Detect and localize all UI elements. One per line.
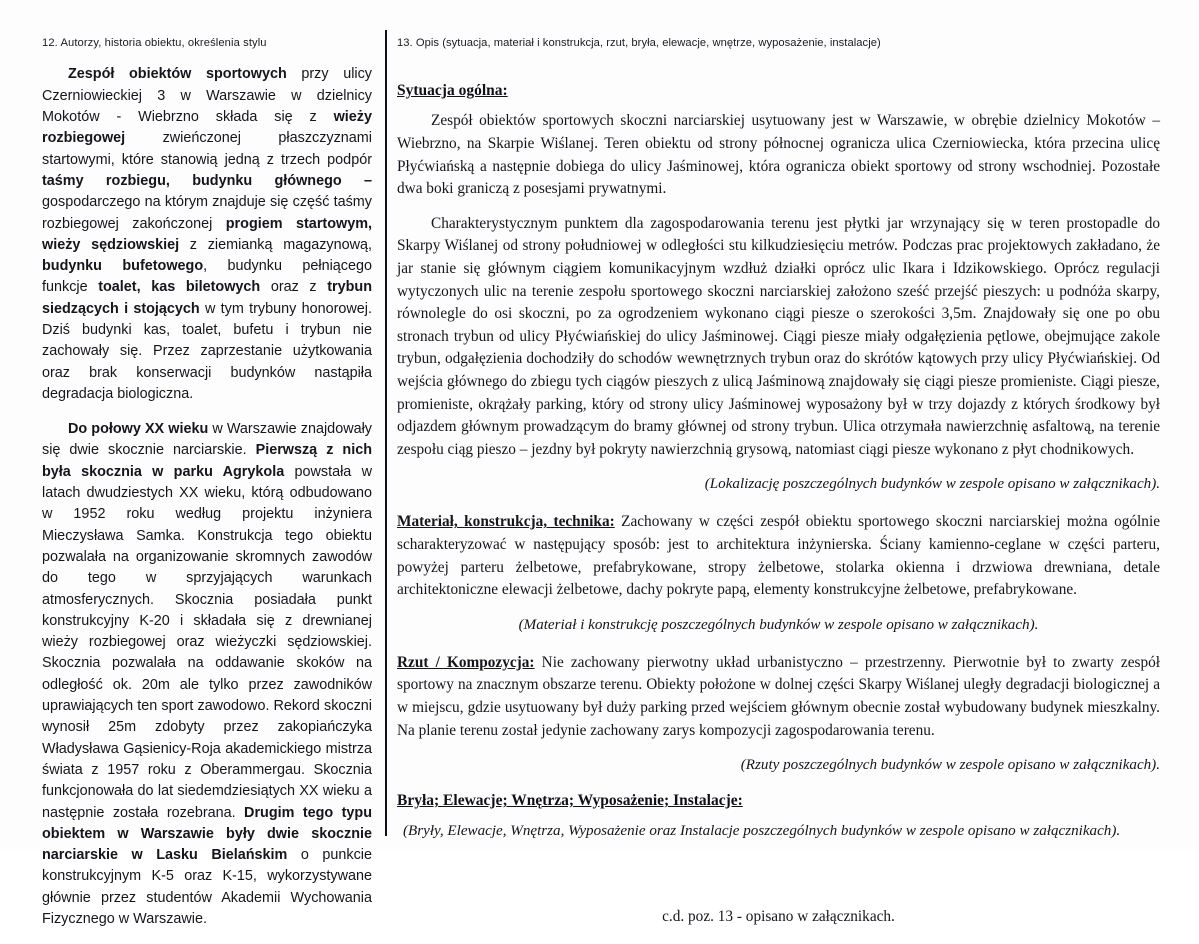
vertical-spacer	[397, 858, 1160, 906]
note-material-attachments: (Materiał i konstrukcję poszczególnych budynków w zespole opisano w załącznikach).	[518, 616, 1039, 633]
text-run: w Warszawie znajdowały się dwie skocznie narciarskie.	[42, 421, 372, 459]
emphasis-run: Pierwszą z nich była skocznia w parku Agrykola	[42, 442, 372, 480]
right-column	[397, 37, 1160, 928]
emphasis-run: budynku bufetowego	[42, 258, 204, 275]
paragraph-situation-terrain: Charakterystycznym punktem dla zagospodarowania terenu jest płytki jar wrzynający się w teren prostopadle do Skarpy Wiślanej od strony południowej w odległości stu kilkudziesięciu metrów. Podczas prac projektowych zakładano, że jar stanie się głównym ciągiem komunikacyjnym wzdłuż działki oprócz ulic Ikara i Idzikowskiego. Oprócz regulacji wytyczonych ulic na terenie zespołu sportowego skoczni narciarskiej założono sześć przejść pieszych: u podnóża skarpy, równolegle do osi skoczni, po za ogrodzeniem wykonano ciągi piesze o szerokości 3,5m. Znajdowały się one po obu stronach trybun od ulicy Płyćwiańskiej do ulicy Jaśminowej. Ciągi piesze miały odgałęzienia pętlowe, obejmujące zakole trybun, odgałęzienia dochodziły do schodów wewnętrznych trybun oraz do skrótów kątowych przy ulicy Płyćwiańskiej. Od wejścia głównego do zbiegu tych ciągów pieszych z ulicą Jaśminową znajdowały się ciągi piesze promieniste. Ciągi piesze, promieniste, okrążały parking, który od strony ulicy Jaśminowej wyposażony był w trzy dojazdy z których środkowy był odjazdem głównym prowadzącym do bramy głównej od strony trybun. Ulica otrzymała nawierzchnię asfaltową, na terenie zespołu ciąg pieszo – jezdny był pokryty nawierzchnią grysową, natomiast ciągi piesze wykonano z płyt chodnikowych.	[397, 214, 1160, 458]
text-run: w tym trybuny honorowej. Dziś budynki kas, toalet, bufetu i trybun nie zachowały się. Przez zaprzestanie użytkowania oraz brak konserwacji budynków nastąpiła degradacja biologiczna.	[42, 300, 372, 402]
heading-sytuacja-ogolna: Sytuacja ogólna:	[397, 82, 508, 100]
paragraph-ski-jumps-history	[42, 419, 372, 930]
emphasis-run: toalet, kas biletowych	[98, 279, 261, 296]
heading-bryla-elewacje-wnetrza: Bryła; Elewacje; Wnętrza; Wyposażenie; Instalacje:	[397, 792, 743, 810]
paragraph-rzut-kompozycja	[397, 652, 1160, 742]
paragraph-object-complex-description	[42, 64, 372, 405]
text-run: przy ulicy Czerniowieckiej 3 w Warszawie w dzielnicy Mokotów - Wiebrzno składa się z	[42, 66, 372, 126]
emphasis-run: trybun siedzących i stojących	[42, 279, 373, 317]
paragraph-material-construction	[397, 511, 1160, 601]
paragraph-situation-location: Zespół obiektów sportowych skoczni narciarskiej usytuowany jest w Warszawie, w obrębie dzielnicy Mokotów – Wiebrzno, na Skarpie Wiślanej. Teren obiektu od strony północnej ogranicza ulica Czerniowiecka, która przecina ulicę Płyćwiańską a następnie dobiega do ulicy Jaśminowej, która ogranicza obiekt sportowy od strony wschodniej. Pozostałe dwa boki graniczą z posesjami prywatnymi.	[397, 112, 1160, 198]
note-rzut-attachments: (Rzuty poszczególnych budynków w zespole opisano w załącznikach).	[740, 757, 1160, 774]
left-column	[42, 37, 372, 944]
text-run: o punkcie konstrukcyjnym K-5 oraz K-15, wykorzystywane głównie przez studentów Akademii Wychowania Fizycznego w Warszawie.	[42, 847, 372, 928]
paragraph-material-body: Zachowany w części zespół obiektu sportowego skoczni narciarskiej można ogólnie scharakteryzować w następujący sposób: jest to architektura inżynierska. Ściany kamienno-ceglane w części parteru, powyżej parteru żelbetowe, prefabrykowane, stropy żelbetowe, stolarka okienna i drzwiowa drewniana, detale architektoniczne elewacji żelbetowe, dachy pokryte papą, elementy konstrukcyjne żelbetowe, prefabrykowane.	[397, 513, 1160, 599]
emphasis-run: Drugim tego typu obiektem w Warszawie były dwie skocznie narciarskie w Lasku Bielańskim	[42, 804, 372, 864]
emphasis-run: Do połowy XX wieku	[68, 421, 209, 438]
heading-material-konstrukcja-technika: Materiał, konstrukcja, technika:	[397, 513, 615, 531]
emphasis-run: Zespół obiektów sportowych	[68, 66, 287, 83]
emphasis-run: progiem startowym, wieży sędziowskiej	[42, 215, 372, 253]
note-bryla-attachments: (Bryły, Elewacje, Wnętrza, Wyposażenie oraz Instalacje poszczególnych budynków w zespole opisano w załącznikach).	[403, 823, 1121, 840]
text-run: powstała w latach dwudziestych XX wieku, którą odbudowano w 1952 roku według projektu inżyniera Mieczysława Samka. Konstrukcja tego obiektu pozwalała na organizowanie skromnych zawodów do tego w sprzyjających warunkach atmosferycznych. Skocznia posiadała punkt konstrukcyjny K-20 i składała się z drewnianej wieży rozbiegowej oraz wieżyczki sędziowskiej. Skocznia pozwalała na oddawanie skoków na odległość ok. 20m ale tylko przez zawodników uprawiających ten sport zawodowo. Rekord skoczni wynosił 25m zdobyty przez zakopiańczyka Władysława Gąsienicy-Roja akademickiego mistrza świata z 1957 roku z Oberammergau. Skocznia funkcjonowała do lat siedemdziesiątych XX wieku a następnie została rozebrana.	[42, 463, 372, 821]
emphasis-run: wieży rozbiegowej	[42, 109, 372, 147]
heading-rzut-kompozycja: Rzut / Kompozycja:	[397, 653, 535, 671]
note-localization-attachments: (Lokalizację poszczególnych budynków w zespole opisano w załącznikach).	[704, 476, 1160, 493]
emphasis-run: taśmy rozbiegu, budynku głównego –	[42, 172, 372, 189]
text-run: gospodarczego na którym znajduje się część taśmy rozbiegowej zakończonej	[42, 194, 372, 232]
paragraph-rzut-body: Nie zachowany pierwotny układ urbanistyczno – przestrzenny. Pierwotnie był to zwarty zespół sportowy na znacznym obszarze terenu. Obiekty położone w dolnej części Skarpy Wiślanej uległy degradacji biologicznej a w miejscu, gdzie usytuowany był duży parking przed wejściem głównym obecnie został wybudowany budynek mieszkalny. Na planie terenu został jedynie zachowany zarys kompozycji zagospodarowania terenu.	[397, 653, 1160, 739]
text-run: zwieńczonej płaszczyznami startowymi, które stanowią jedną z trzech podpór	[42, 130, 372, 168]
text-run: oraz z	[260, 279, 328, 296]
closing-continuation-note: c.d. poz. 13 - opisano w załącznikach.	[662, 908, 895, 926]
field-label-12-authors-history-style: 12. Autorzy, historia obiektu, określenia stylu	[42, 37, 267, 49]
text-run: z ziemianką magazynową,	[179, 236, 373, 253]
text-run: , budynku pełniącego funkcje	[42, 258, 372, 296]
field-label-13-description: 13. Opis (sytuacja, materiał i konstrukcja, rzut, bryła, elewacje, wnętrze, wyposażenie, instalacje)	[397, 37, 881, 49]
column-divider	[385, 30, 387, 836]
